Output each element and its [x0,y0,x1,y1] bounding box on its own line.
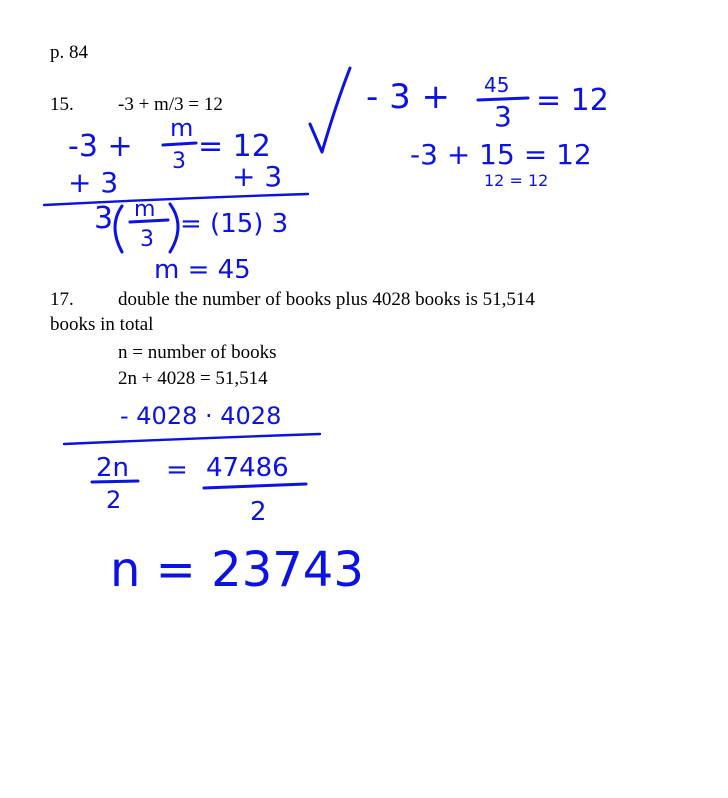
p15-fraction-bar [163,143,196,145]
p17-lhs-denominator: 2 [106,486,122,514]
p15-check3: 12 = 12 [484,171,549,190]
p17-equals: = [166,455,188,485]
p17-rhs-bar [204,484,306,488]
p15-left-paren [115,206,122,252]
problem-17-statement-line2: books in total [50,314,154,335]
p17-subtract: - 4028 · 4028 [120,402,282,430]
problem-17-equation: 2n + 4028 = 51,514 [118,368,268,389]
p15-check [366,73,609,133]
p15-check-denominator: 3 [494,100,512,133]
p15-check-bar [478,98,528,100]
p15-add-left: + 3 [68,166,119,199]
p17-lhs-bar [92,481,138,482]
p15-check-numerator: 45 [484,73,510,97]
p17-rhs-denominator: 2 [250,497,267,527]
p15-step2 [94,197,288,252]
p15-step1-right: = 12 [198,129,271,164]
p17-result: n = 23743 [110,542,364,598]
problem-17-number: 17. [50,289,74,310]
p15-step1-left: -3 + [68,129,133,164]
p15-right-paren [170,204,178,252]
p17-rhs-numerator: 47486 [206,453,289,483]
p17-step2 [92,453,306,527]
p15-fraction-denominator: 3 [172,149,186,174]
problem-17-definition: n = number of books [118,342,277,363]
p17-lhs-numerator: 2n [96,453,130,483]
p15-mult-bar [130,220,168,222]
p15-step1 [68,114,271,174]
p15-check-lhs: - 3 + [366,77,451,117]
p15-mult-3: 3 [94,201,114,236]
problem-15-number: 15. [50,94,74,115]
p15-result: m = 45 [154,255,251,285]
p15-fraction-numerator: m [170,114,194,142]
problem-15 [50,94,223,116]
problem-15-equation: -3 + m/3 = 12 [118,94,223,115]
p15-mult-den: 3 [140,227,154,252]
page-label: p. 84 [50,42,88,63]
p15-mult-m: m [134,197,156,222]
p15-rule [44,194,308,205]
checkmark-icon [310,68,350,152]
p15-check-rhs: = 12 [536,83,609,118]
problem-17 [50,289,535,311]
p15-add-right: + 3 [232,160,283,193]
p15-mult-right: = (15) 3 [180,209,289,239]
p17-rule [64,434,320,444]
problem-17-statement-line1: double the number of books plus 4028 books is 51,514 [118,289,535,310]
p15-check2: -3 + 15 = 12 [410,138,592,171]
